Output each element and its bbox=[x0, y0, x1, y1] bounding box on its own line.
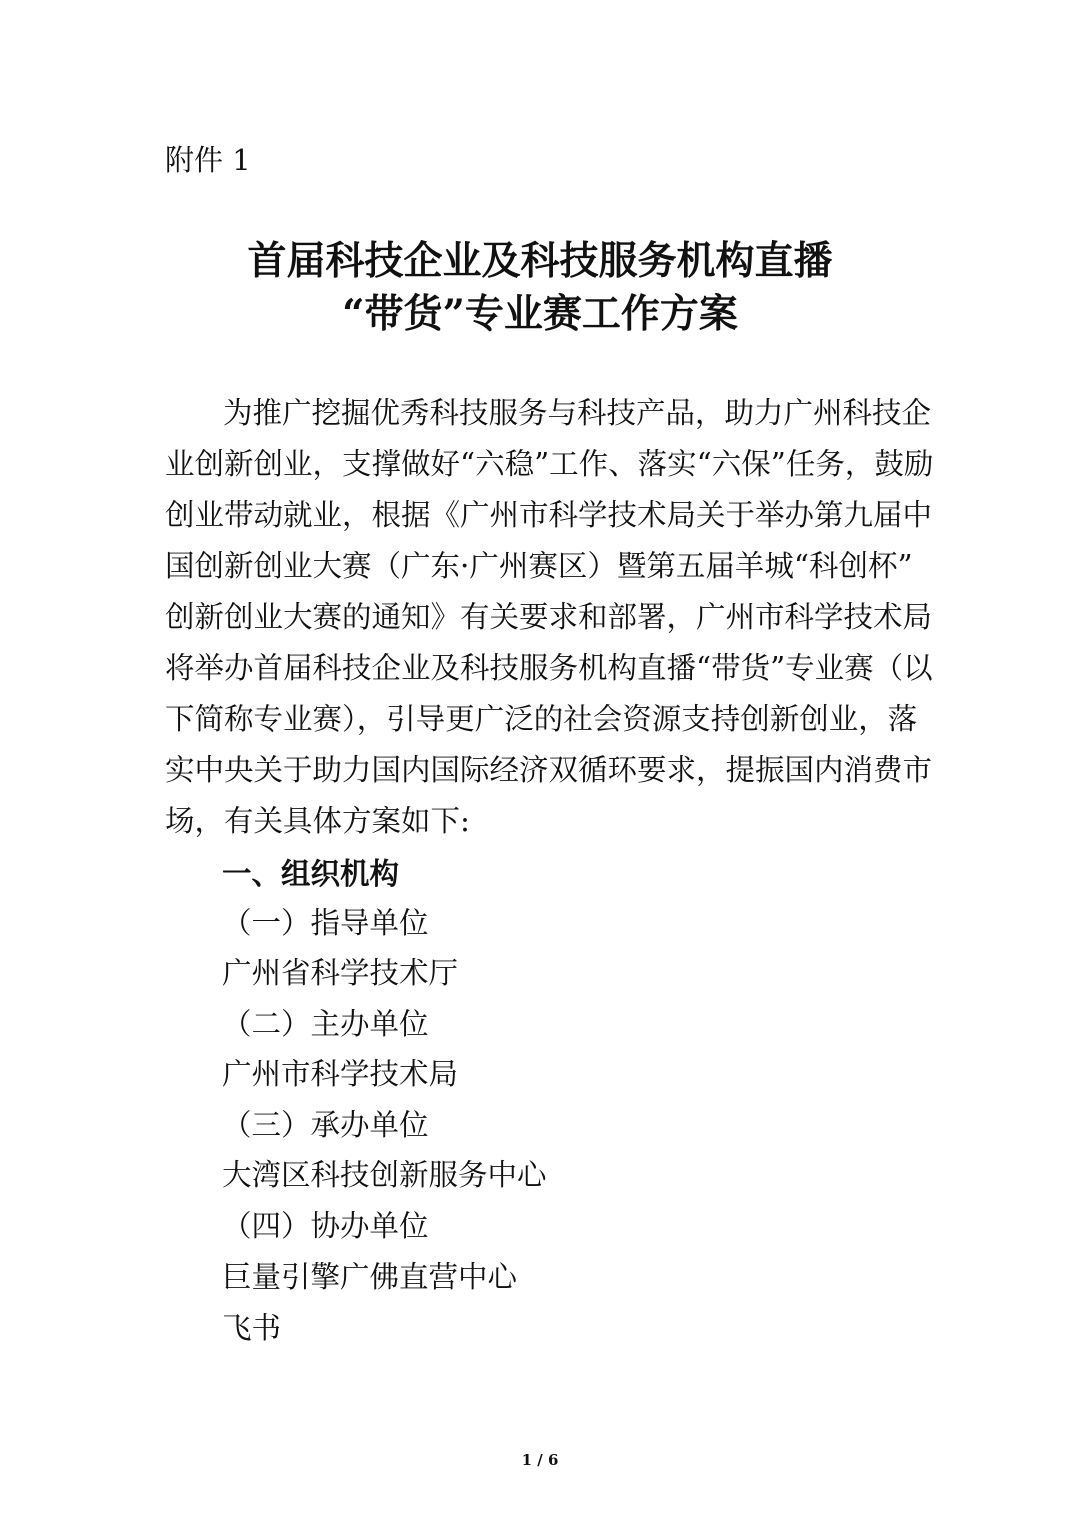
page-number: 1 / 6 bbox=[521, 1451, 559, 1469]
subsection-value-co-organizer: 巨量引擎广佛直营中心 bbox=[222, 1260, 518, 1294]
subsection-value-host: 广州市科学技术局 bbox=[222, 1057, 459, 1091]
subsection-heading-guiding: （一）指导单位 bbox=[222, 906, 429, 940]
document-title-line-2: “带货”专业赛工作方案 bbox=[342, 291, 738, 337]
subsection-heading-organizer: （三）承办单位 bbox=[222, 1108, 429, 1142]
section-heading: 一、组织机构 bbox=[222, 856, 400, 891]
subsection-value-organizer: 大湾区科技创新服务中心 bbox=[222, 1158, 547, 1192]
paragraph-line: 场，有关具体方案如下: bbox=[165, 804, 470, 838]
paragraph-line: 实中央关于助力国内国际经济双循环要求，提振国内消费市 bbox=[165, 753, 933, 787]
intro-paragraph bbox=[165, 388, 934, 847]
paragraph-line: 创业带动就业，根据《广州市科学技术局关于举办第九届中 bbox=[165, 498, 933, 532]
paragraph-line: 将举办首届科技企业及科技服务机构直播“带货”专业赛（以 bbox=[165, 651, 933, 685]
paragraph-line: 创新创业大赛的通知》有关要求和部署，广州市科学技术局 bbox=[165, 600, 933, 634]
paragraph-line: 业创新创业，支撑做好“六稳”工作、落实“六保”任务，鼓励 bbox=[165, 447, 934, 481]
paragraph-line: 下简称专业赛），引导更广泛的社会资源支持创新创业，落 bbox=[165, 702, 918, 736]
attachment-label: 附件 1 bbox=[165, 143, 251, 177]
subsection-value-co-organizer-extra: 飞书 bbox=[222, 1311, 282, 1345]
paragraph-line: 为推广挖掘优秀科技服务与科技产品，助力广州科技企 bbox=[223, 396, 932, 430]
subsection-value-guiding: 广州省科学技术厅 bbox=[222, 956, 459, 990]
subsection-heading-co-organizer: （四）协办单位 bbox=[222, 1209, 429, 1243]
paragraph-line: 国创新创业大赛（广东·广州赛区）暨第五届羊城“科创杯” bbox=[165, 549, 913, 583]
subsection-heading-host: （二）主办单位 bbox=[222, 1007, 429, 1041]
document-title-line-1: 首届科技企业及科技服务机构直播 bbox=[247, 238, 833, 284]
